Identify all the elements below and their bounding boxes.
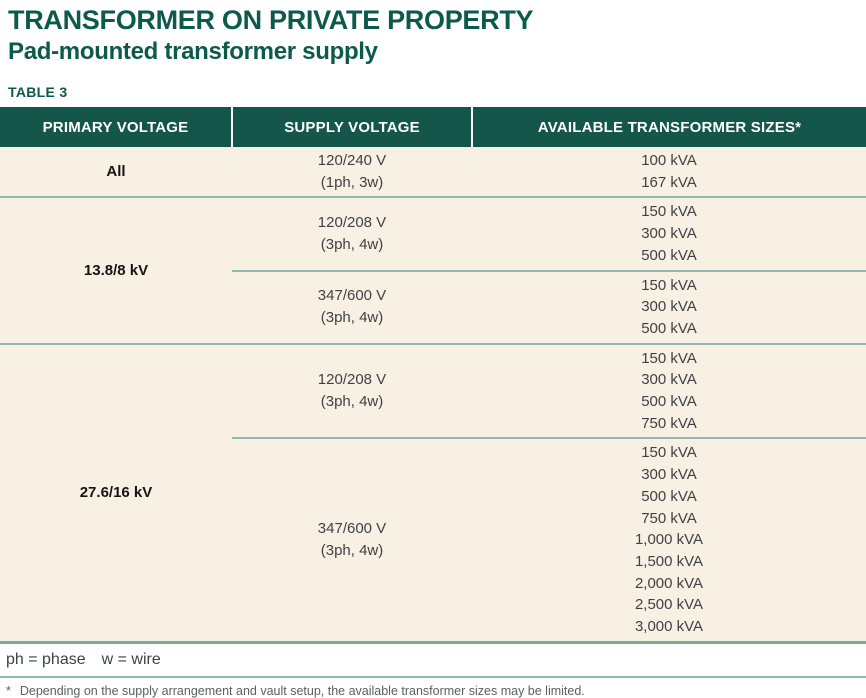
legend-wire: w = wire [101,650,161,668]
supply-voltage-cell [232,197,472,270]
size-item: 1,000 kVA [634,531,704,549]
supply-phase-wire-line: (3ph, 4w) [320,393,384,411]
size-item: 1,500 kVA [634,552,704,570]
column-header-available-sizes: AVAILABLE TRANSFORMER SIZES* [472,107,866,147]
size-item: 500 kVA [641,319,697,337]
supply-voltage-line: 347/600 V [317,287,387,305]
supply-voltage-cell [232,438,472,642]
size-item: 150 kVA [641,444,697,462]
size-item: 2,000 kVA [634,574,704,592]
size-item: 500 kVA [641,393,697,411]
supply-voltage-cell [232,344,472,439]
size-item: 300 kVA [641,225,697,243]
size-item: 167 kVA [641,173,697,191]
footnote [0,678,866,698]
supply-phase-wire-line: (1ph, 3w) [320,173,384,191]
size-item: 150 kVA [641,276,697,294]
table-row-27-6-sub1 [0,344,866,439]
column-header-primary-voltage: PRIMARY VOLTAGE [0,107,232,147]
sizes-cell [472,271,866,344]
size-item: 750 kVA [641,509,697,527]
supply-voltage-line: 120/208 V [317,214,387,232]
sizes-cell [472,147,866,197]
legend-phase: ph = phase [6,650,86,668]
supply-voltage-line: 120/208 V [317,371,387,389]
supply-voltage-line: 120/240 V [317,152,387,169]
size-item: 500 kVA [641,246,697,264]
size-item: 300 kVA [641,298,697,316]
page-title: TRANSFORMER ON PRIVATE PROPERTY [8,5,534,35]
title-block [0,0,866,100]
size-item: 2,500 kVA [634,596,704,614]
table-row-all [0,147,866,197]
table-label: TABLE 3 [8,84,68,100]
transformer-sizes-table [0,107,866,644]
table-header-row [0,107,866,147]
column-header-supply-voltage: SUPPLY VOLTAGE [232,107,472,147]
page-subtitle: Pad-mounted transformer supply [8,38,378,65]
size-item: 300 kVA [641,466,697,484]
size-item: 500 kVA [641,487,697,505]
supply-phase-wire-line: (3ph, 4w) [320,235,384,253]
table-row-13-8-sub1 [0,197,866,270]
supply-voltage-cell [232,271,472,344]
size-item: 3,000 kVA [634,618,704,636]
footnote-text: Depending on the supply arrangement and vault setup, the available transformer sizes may be limited. [19,683,585,698]
size-item: 300 kVA [641,371,697,389]
primary-voltage-cell: 27.6/16 kV [0,344,232,643]
supply-phase-wire-line: (3ph, 4w) [320,542,384,560]
size-item: 750 kVA [641,414,697,432]
size-item: 150 kVA [641,203,697,221]
primary-voltage-cell: All [0,147,232,197]
footnote-asterisk: * [6,683,11,698]
sizes-cell [472,438,866,642]
supply-voltage-cell [232,147,472,197]
sizes-cell [472,344,866,439]
supply-phase-wire-line: (3ph, 4w) [320,309,384,327]
sizes-cell [472,197,866,270]
size-item: 150 kVA [641,349,697,367]
primary-voltage-cell: 13.8/8 kV [0,197,232,343]
size-item: 100 kVA [641,152,697,169]
supply-voltage-line: 347/600 V [317,520,387,538]
legend-row [0,644,866,678]
